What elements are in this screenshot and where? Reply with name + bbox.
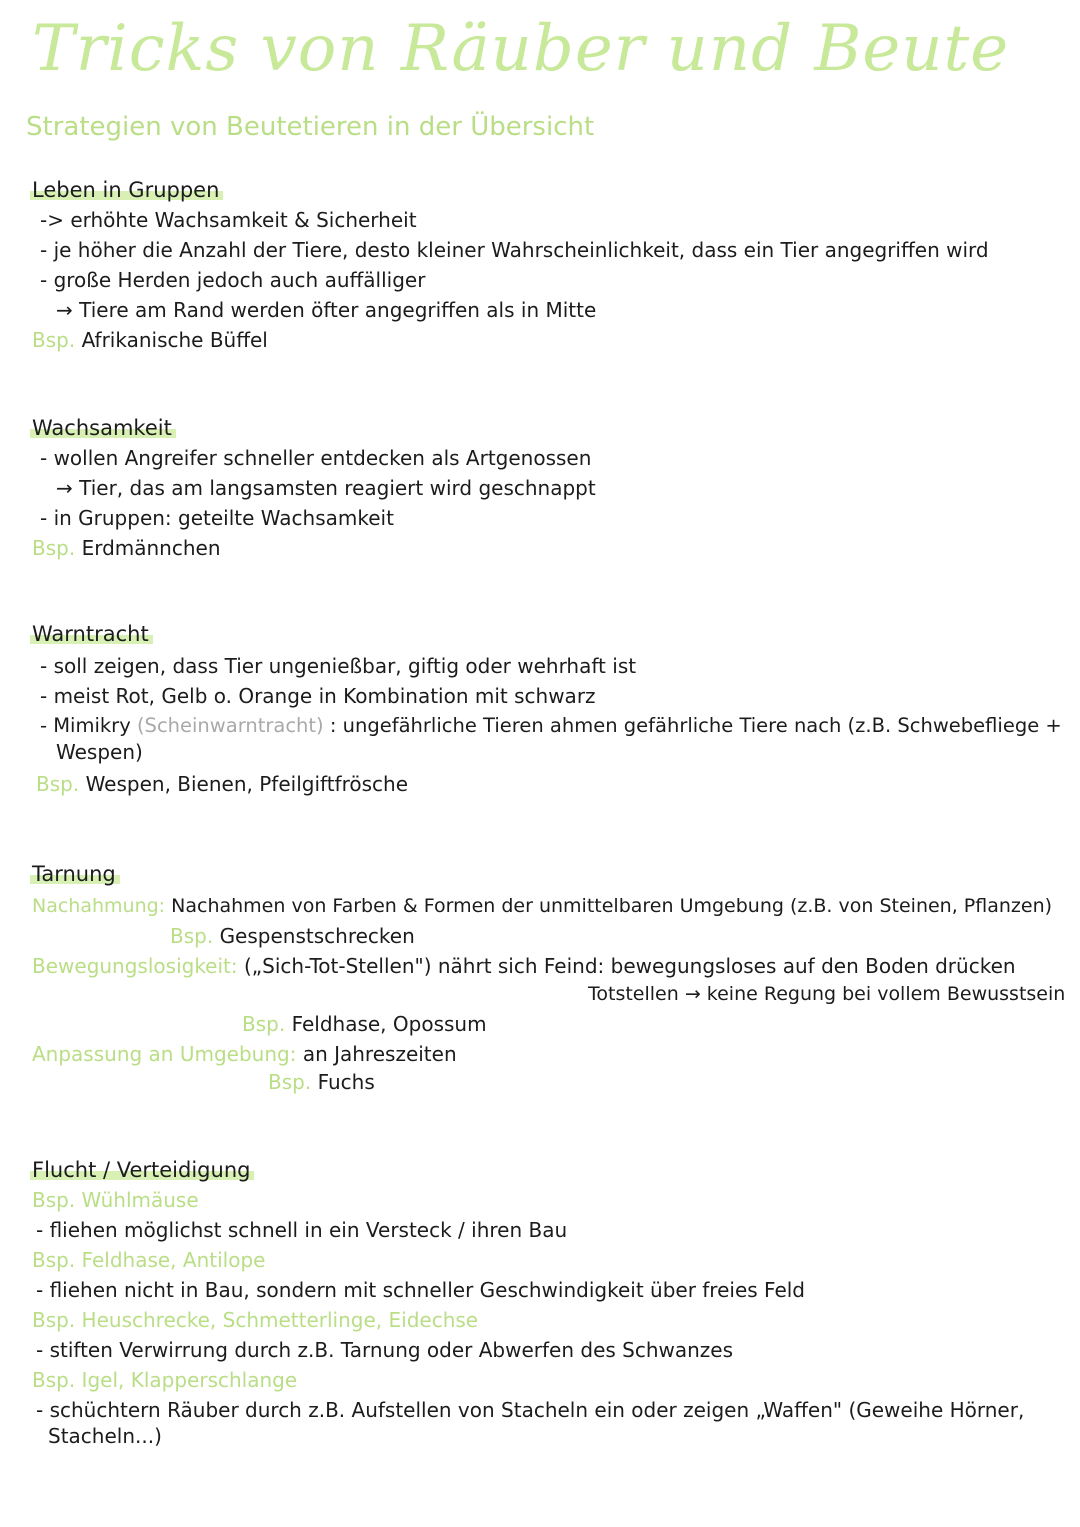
example-line: Bsp. Igel, Klapperschlange	[32, 1368, 298, 1392]
example-line	[170, 924, 415, 948]
note-line: -> erhöhte Wachsamkeit & Sicherheit	[40, 208, 417, 232]
example-line: Bsp. Wühlmäuse	[32, 1188, 199, 1212]
example-label: Bsp.	[170, 924, 214, 948]
imitation-text: Nachahmen von Farben & Formen der unmittelbaren Umgebung (z.B. von Steinen, Pflanzen)	[171, 895, 1053, 917]
example-label: Bsp.	[36, 772, 80, 796]
example-text: Fuchs	[317, 1070, 375, 1094]
note-line: - stiften Verwirrung durch z.B. Tarnung oder Abwerfen des Schwanzes	[36, 1338, 734, 1362]
mimicry-note: (Scheinwarntracht)	[136, 714, 324, 737]
page-subtitle: Strategien von Beutetieren in der Übersicht	[26, 112, 595, 142]
example-text: Erdmännchen	[81, 536, 221, 560]
note-line: - große Herden jedoch auch auffälliger	[40, 268, 426, 292]
example-text: Afrikanische Büffel	[81, 328, 268, 352]
example-line	[32, 536, 221, 560]
note-line: → Tiere am Rand werden öfter angegriffen als in Mitte	[56, 298, 597, 322]
section-heading: Warntracht	[30, 622, 153, 646]
stillness-text: („Sich-Tot-Stellen") nährt sich Feind: bewegungsloses auf den Boden drücken	[243, 954, 1016, 978]
section-heading: Flucht / Verteidigung	[30, 1158, 254, 1182]
stillness-label: Bewegungslosigkeit:	[32, 954, 238, 978]
example-line: Bsp. Feldhase, Antilope	[32, 1248, 266, 1272]
imitation-label: Nachahmung:	[32, 895, 166, 917]
example-label: Bsp.	[32, 536, 76, 560]
note-line: Stacheln...)	[48, 1424, 162, 1448]
example-label: Bsp.	[242, 1012, 286, 1036]
section-heading: Wachsamkeit	[30, 416, 176, 440]
note-line: - wollen Angreifer schneller entdecken als Artgenossen	[40, 446, 592, 470]
note-line: - schüchtern Räuber durch z.B. Aufstellen von Stacheln ein oder zeigen „Waffen" (Geweihe Hörner,	[36, 1398, 1025, 1422]
stillness-line	[32, 954, 1016, 978]
note-line: - fliehen nicht in Bau, sondern mit schneller Geschwindigkeit über freies Feld	[36, 1278, 806, 1302]
note-line: - je höher die Anzahl der Tiere, desto kleiner Wahrscheinlichkeit, dass ein Tier angegriffen wird	[40, 238, 989, 262]
adapt-label: Anpassung an Umgebung:	[32, 1042, 297, 1066]
section-heading: Tarnung	[30, 862, 120, 886]
example-label: Bsp.	[32, 328, 76, 352]
note-line: Totstellen → keine Regung bei vollem Bewusstsein	[588, 983, 1066, 1005]
note-line: - meist Rot, Gelb o. Orange in Kombination mit schwarz	[40, 684, 596, 708]
example-label: Bsp.	[268, 1070, 312, 1094]
note-line	[40, 714, 1062, 738]
note-line: Wespen)	[56, 740, 143, 764]
section-heading: Leben in Gruppen	[30, 178, 223, 202]
note-line: - soll zeigen, dass Tier ungenießbar, giftig oder wehrhaft ist	[40, 654, 637, 678]
example-text: Gespenstschrecken	[219, 924, 415, 948]
adapt-line	[32, 1042, 457, 1066]
example-line	[36, 772, 408, 796]
example-line	[268, 1070, 375, 1094]
example-line: Bsp. Heuschrecke, Schmetterlinge, Eidechse	[32, 1308, 479, 1332]
example-text: Feldhase, Opossum	[291, 1012, 487, 1036]
adapt-text: an Jahreszeiten	[302, 1042, 457, 1066]
imitation-line	[32, 894, 1052, 918]
mimicry-label: - Mimikry	[40, 714, 131, 737]
example-line	[242, 1012, 487, 1036]
note-line: - in Gruppen: geteilte Wachsamkeit	[40, 506, 394, 530]
page-title: Tricks von Räuber und Beute	[32, 12, 1010, 86]
mimicry-text: : ungefährliche Tieren ahmen gefährliche Tiere nach (z.B. Schwebefliege +	[329, 714, 1062, 737]
note-line: - fliehen möglichst schnell in ein Versteck / ihren Bau	[36, 1218, 568, 1242]
example-line	[32, 328, 268, 352]
example-text: Wespen, Bienen, Pfeilgiftfrösche	[85, 772, 408, 796]
note-line: → Tier, das am langsamsten reagiert wird geschnappt	[56, 476, 596, 500]
